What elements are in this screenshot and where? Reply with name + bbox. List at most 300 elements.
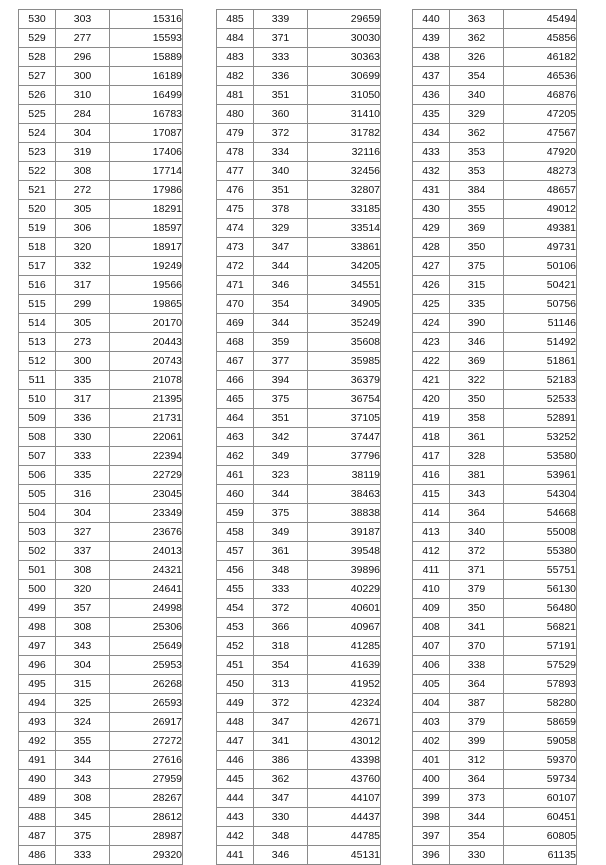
table-row [413,314,577,333]
count-cell: 354 [254,295,308,314]
score-cell: 482 [217,67,254,86]
score-cell: 398 [413,808,450,827]
count-cell: 340 [450,86,504,105]
score-cell: 440 [413,10,450,29]
cumulative-cell: 61135 [504,846,577,865]
cumulative-cell: 24998 [110,599,183,618]
cumulative-cell: 31410 [308,105,381,124]
count-cell: 320 [56,238,110,257]
score-cell: 511 [19,371,56,390]
cumulative-cell: 31050 [308,86,381,105]
count-cell: 337 [56,542,110,561]
score-cell: 503 [19,523,56,542]
score-cell: 420 [413,390,450,409]
table-row [217,466,381,485]
cumulative-cell: 22729 [110,466,183,485]
table-row [19,732,183,751]
score-cell: 432 [413,162,450,181]
table-row [19,561,183,580]
score-cell: 481 [217,86,254,105]
cumulative-cell: 20743 [110,352,183,371]
table-row [413,105,577,124]
count-cell: 318 [254,637,308,656]
cumulative-cell: 42324 [308,694,381,713]
count-cell: 300 [56,352,110,371]
count-cell: 329 [450,105,504,124]
count-cell: 313 [254,675,308,694]
score-cell: 414 [413,504,450,523]
score-cell: 483 [217,48,254,67]
table-row [217,523,381,542]
table-row [19,200,183,219]
cumulative-cell: 26917 [110,713,183,732]
count-cell: 344 [450,808,504,827]
table-row [19,542,183,561]
table-row [19,827,183,846]
cumulative-cell: 37105 [308,409,381,428]
score-cell: 519 [19,219,56,238]
count-cell: 330 [254,808,308,827]
count-cell: 354 [254,656,308,675]
count-cell: 370 [450,637,504,656]
count-cell: 304 [56,504,110,523]
cumulative-cell: 30699 [308,67,381,86]
table-row [19,637,183,656]
count-cell: 338 [450,656,504,675]
table-row [217,637,381,656]
score-cell: 494 [19,694,56,713]
table-row [217,314,381,333]
table-row [217,238,381,257]
count-cell: 334 [254,143,308,162]
table-row [19,770,183,789]
cumulative-cell: 50421 [504,276,577,295]
count-cell: 340 [450,523,504,542]
count-cell: 375 [56,827,110,846]
score-cell: 461 [217,466,254,485]
score-cell: 467 [217,352,254,371]
count-cell: 343 [56,770,110,789]
score-cell: 508 [19,428,56,447]
cumulative-cell: 53961 [504,466,577,485]
cumulative-cell: 20443 [110,333,183,352]
score-cell: 528 [19,48,56,67]
cumulative-cell: 20170 [110,314,183,333]
cumulative-cell: 27616 [110,751,183,770]
count-cell: 296 [56,48,110,67]
cumulative-cell: 55751 [504,561,577,580]
table-row [413,808,577,827]
count-cell: 332 [56,257,110,276]
cumulative-cell: 33514 [308,219,381,238]
table-row [413,485,577,504]
table-row [217,808,381,827]
cumulative-cell: 55008 [504,523,577,542]
score-cell: 406 [413,656,450,675]
cumulative-cell: 45856 [504,29,577,48]
table-row [413,333,577,352]
score-cell: 426 [413,276,450,295]
table-row [217,846,381,865]
count-cell: 341 [450,618,504,637]
table-row [217,599,381,618]
score-cell: 441 [217,846,254,865]
score-cell: 485 [217,10,254,29]
count-cell: 328 [450,447,504,466]
table-row [19,751,183,770]
score-cell: 512 [19,352,56,371]
score-cell: 510 [19,390,56,409]
table-row [217,200,381,219]
score-cell: 396 [413,846,450,865]
table-row [413,789,577,808]
score-cell: 489 [19,789,56,808]
table-row [413,10,577,29]
count-cell: 305 [56,314,110,333]
cumulative-cell: 60451 [504,808,577,827]
score-cell: 497 [19,637,56,656]
table-row [413,599,577,618]
cumulative-cell: 52183 [504,371,577,390]
table-row [413,846,577,865]
table-row [413,656,577,675]
cumulative-cell: 37796 [308,447,381,466]
table-row [19,846,183,865]
count-cell: 299 [56,295,110,314]
score-cell: 520 [19,200,56,219]
count-cell: 335 [56,466,110,485]
cumulative-cell: 17986 [110,181,183,200]
table-row [413,162,577,181]
cumulative-cell: 32456 [308,162,381,181]
cumulative-cell: 46536 [504,67,577,86]
count-cell: 303 [56,10,110,29]
count-cell: 308 [56,561,110,580]
score-cell: 501 [19,561,56,580]
score-cell: 463 [217,428,254,447]
cumulative-cell: 48657 [504,181,577,200]
score-cell: 474 [217,219,254,238]
table-row [19,713,183,732]
table-row [19,447,183,466]
score-cell: 517 [19,257,56,276]
cumulative-cell: 57893 [504,675,577,694]
cumulative-cell: 33861 [308,238,381,257]
count-cell: 310 [56,86,110,105]
count-cell: 351 [254,181,308,200]
count-cell: 394 [254,371,308,390]
score-cell: 410 [413,580,450,599]
cumulative-cell: 17087 [110,124,183,143]
cumulative-cell: 36754 [308,390,381,409]
cumulative-cell: 15593 [110,29,183,48]
count-cell: 304 [56,124,110,143]
count-cell: 333 [56,447,110,466]
cumulative-cell: 25649 [110,637,183,656]
cumulative-cell: 53580 [504,447,577,466]
cumulative-cell: 29320 [110,846,183,865]
score-cell: 476 [217,181,254,200]
count-cell: 344 [254,314,308,333]
cumulative-cell: 44107 [308,789,381,808]
cumulative-cell: 23676 [110,523,183,542]
table-row [413,523,577,542]
table-row [217,124,381,143]
table-row [19,295,183,314]
table-row [217,504,381,523]
table-row [19,371,183,390]
cumulative-cell: 56130 [504,580,577,599]
score-cell: 408 [413,618,450,637]
table-row [217,618,381,637]
score-cell: 400 [413,770,450,789]
score-cell: 509 [19,409,56,428]
score-cell: 468 [217,333,254,352]
cumulative-cell: 49731 [504,238,577,257]
table-row [19,580,183,599]
cumulative-cell: 22394 [110,447,183,466]
score-cell: 477 [217,162,254,181]
count-cell: 372 [254,599,308,618]
cumulative-cell: 24321 [110,561,183,580]
score-cell: 505 [19,485,56,504]
count-cell: 373 [450,789,504,808]
count-cell: 364 [450,675,504,694]
cumulative-cell: 59370 [504,751,577,770]
table-row [413,466,577,485]
score-cell: 484 [217,29,254,48]
cumulative-cell: 44437 [308,808,381,827]
cumulative-cell: 57529 [504,656,577,675]
score-table-2 [216,9,381,865]
count-cell: 387 [450,694,504,713]
score-cell: 473 [217,238,254,257]
table-row [413,86,577,105]
score-cell: 502 [19,542,56,561]
cumulative-cell: 58280 [504,694,577,713]
cumulative-cell: 23045 [110,485,183,504]
table-row [413,675,577,694]
score-cell: 458 [217,523,254,542]
score-cell: 415 [413,485,450,504]
score-cell: 416 [413,466,450,485]
cumulative-cell: 18291 [110,200,183,219]
count-cell: 284 [56,105,110,124]
count-cell: 344 [254,257,308,276]
score-cell: 451 [217,656,254,675]
score-cell: 447 [217,732,254,751]
table-row [217,485,381,504]
count-cell: 341 [254,732,308,751]
cumulative-cell: 59058 [504,732,577,751]
count-cell: 346 [254,276,308,295]
table-row [413,67,577,86]
count-cell: 347 [254,789,308,808]
cumulative-cell: 52533 [504,390,577,409]
score-cell: 471 [217,276,254,295]
count-cell: 348 [254,827,308,846]
cumulative-cell: 27272 [110,732,183,751]
cumulative-cell: 28612 [110,808,183,827]
table-row [217,675,381,694]
cumulative-cell: 44785 [308,827,381,846]
cumulative-cell: 35608 [308,333,381,352]
score-cell: 513 [19,333,56,352]
cumulative-cell: 45131 [308,846,381,865]
table-row [413,143,577,162]
score-cell: 521 [19,181,56,200]
count-cell: 305 [56,200,110,219]
cumulative-cell: 17406 [110,143,183,162]
score-cell: 431 [413,181,450,200]
score-cell: 459 [217,504,254,523]
table-row [217,694,381,713]
count-cell: 355 [56,732,110,751]
score-cell: 475 [217,200,254,219]
table-row [413,580,577,599]
count-cell: 336 [56,409,110,428]
count-cell: 345 [56,808,110,827]
table-row [413,276,577,295]
count-cell: 277 [56,29,110,48]
cumulative-cell: 18917 [110,238,183,257]
cumulative-cell: 38838 [308,504,381,523]
table-row [19,105,183,124]
table-row [217,276,381,295]
table-row [217,86,381,105]
table-row [413,48,577,67]
score-cell: 436 [413,86,450,105]
cumulative-cell: 26593 [110,694,183,713]
score-cell: 421 [413,371,450,390]
count-cell: 353 [450,143,504,162]
table-row [413,257,577,276]
count-cell: 315 [450,276,504,295]
cumulative-cell: 57191 [504,637,577,656]
score-cell: 530 [19,10,56,29]
table-row [19,124,183,143]
table-row [19,428,183,447]
count-cell: 375 [450,257,504,276]
score-cell: 490 [19,770,56,789]
table-row [217,770,381,789]
count-cell: 375 [254,504,308,523]
cumulative-cell: 17714 [110,162,183,181]
table-row [217,561,381,580]
count-cell: 333 [254,580,308,599]
score-cell: 419 [413,409,450,428]
table-row [217,428,381,447]
count-cell: 357 [56,599,110,618]
cumulative-cell: 35249 [308,314,381,333]
count-cell: 336 [254,67,308,86]
cumulative-cell: 34205 [308,257,381,276]
table-row [19,618,183,637]
count-cell: 346 [254,846,308,865]
cumulative-cell: 41639 [308,656,381,675]
score-cell: 488 [19,808,56,827]
score-cell: 401 [413,751,450,770]
score-cell: 464 [217,409,254,428]
count-cell: 340 [254,162,308,181]
score-cell: 444 [217,789,254,808]
table-row [413,181,577,200]
table-row [19,162,183,181]
count-cell: 330 [56,428,110,447]
count-cell: 361 [254,542,308,561]
score-cell: 402 [413,732,450,751]
score-cell: 425 [413,295,450,314]
table-row [413,390,577,409]
count-cell: 366 [254,618,308,637]
cumulative-cell: 24013 [110,542,183,561]
table-row [413,542,577,561]
table-row [413,200,577,219]
count-cell: 306 [56,219,110,238]
table-row [413,770,577,789]
table-row [217,409,381,428]
cumulative-cell: 27959 [110,770,183,789]
score-cell: 417 [413,447,450,466]
score-cell: 480 [217,105,254,124]
cumulative-cell: 60107 [504,789,577,808]
count-cell: 359 [254,333,308,352]
cumulative-cell: 43760 [308,770,381,789]
cumulative-cell: 32807 [308,181,381,200]
count-cell: 372 [254,124,308,143]
score-cell: 487 [19,827,56,846]
table-row [217,390,381,409]
count-cell: 379 [450,713,504,732]
cumulative-cell: 23349 [110,504,183,523]
score-cell: 453 [217,618,254,637]
cumulative-cell: 51492 [504,333,577,352]
count-cell: 386 [254,751,308,770]
cumulative-cell: 43012 [308,732,381,751]
score-table-1 [18,9,183,865]
count-cell: 350 [450,390,504,409]
cumulative-cell: 25306 [110,618,183,637]
count-cell: 358 [450,409,504,428]
score-cell: 437 [413,67,450,86]
cumulative-cell: 48273 [504,162,577,181]
table-row [217,295,381,314]
score-cell: 446 [217,751,254,770]
count-cell: 354 [450,827,504,846]
count-cell: 351 [254,409,308,428]
count-cell: 399 [450,732,504,751]
score-cell: 409 [413,599,450,618]
table-row [19,789,183,808]
table-row [19,808,183,827]
cumulative-cell: 16783 [110,105,183,124]
table-row [217,162,381,181]
count-cell: 377 [254,352,308,371]
count-cell: 344 [254,485,308,504]
cumulative-cell: 29659 [308,10,381,29]
score-cell: 462 [217,447,254,466]
count-cell: 316 [56,485,110,504]
table-row [19,599,183,618]
table-row [217,789,381,808]
score-cell: 412 [413,542,450,561]
table-row [19,314,183,333]
cumulative-cell: 58659 [504,713,577,732]
count-cell: 315 [56,675,110,694]
score-cell: 454 [217,599,254,618]
count-cell: 362 [254,770,308,789]
score-cell: 428 [413,238,450,257]
